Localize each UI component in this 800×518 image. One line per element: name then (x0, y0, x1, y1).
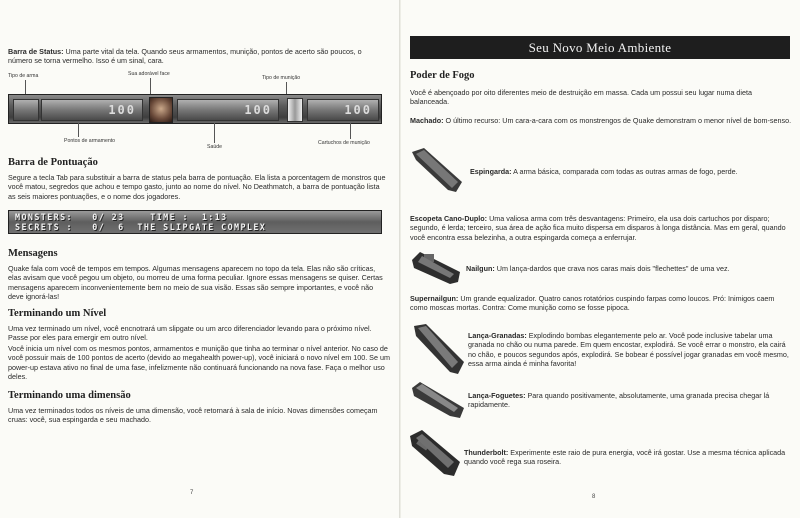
shotgun-description (470, 167, 790, 176)
thunderbolt-description (464, 448, 790, 467)
armor-counter (41, 99, 143, 121)
weapon-icon (13, 99, 39, 121)
double-shotgun-description (410, 214, 792, 242)
score-bar-line-1: MONSTERS: 0/ 23 TIME : 1:13 (15, 212, 228, 222)
score-bar-image (8, 210, 382, 234)
leader-line (78, 123, 79, 137)
status-bar-description: Uma parte vital da tela. Quando seus armamentos, munição, pontos de acerto são poucos, o número se torna vermelho. Isso é um sinal, cara. (8, 47, 362, 66)
status-bar-image (8, 94, 382, 124)
label-ammo-type: Tipo de munição (262, 75, 301, 81)
label-health: Saúde (207, 144, 223, 150)
supernailgun-description (410, 294, 792, 313)
score-bar-line-2: SECRETS : 0/ 6 THE SLIPGATE COMPLEX (15, 222, 267, 232)
axe-description (410, 116, 792, 125)
level-text-2: Você inicia um nível com os mesmos pontos, armamentos e munição que tinha ao terminar o nível anterior. No caso de você possuir mais de 100 pontos de acerto (devido ao megahealth power-up), você iniciará o novo nível em 100. Se um power-up estava ativo no final de uma fase, infelizmente não continuará funcionando na nova fase. Faça o melhor uso deles. (8, 344, 390, 381)
nailgun-term: Nailgun: (466, 264, 495, 273)
level-heading: Terminando um Nível (8, 308, 107, 319)
double-shotgun-term: Escopeta Cano-Duplo: (410, 214, 488, 223)
thunderbolt-text: Experimente este raio de pura energia, você irá gostar. Use a mesma técnica aplicada quando você rega sua roseira. (464, 448, 786, 467)
leader-line (150, 78, 151, 94)
leader-line (286, 82, 287, 94)
thunderbolt-term: Thunderbolt: (464, 448, 509, 457)
shotgun-term: Espingarda: (470, 167, 512, 176)
grenade-launcher-text: Explodindo bombas elegantemente pelo ar. Você pode inclusive tabelar uma granada no chão ou numa parede. Em quem encostar, explodirá. Se você errar o monstro, ela cairá no chão, e poucos segundos após, explodirá. Se bobear é possível jogar granadas em você mesmo, essa arma ainda é minha favorita! (468, 331, 789, 368)
rocket-launcher-term: Lança-Foguetes: (468, 391, 526, 400)
label-armor-points: Pontos de armamento (64, 138, 116, 144)
leader-line (214, 123, 215, 143)
shotgun-text: A arma básica, comparada com todas as outras armas de fogo, perde. (511, 167, 738, 176)
score-text: Segure a tecla Tab para substituir a barra de status pela barra de pontuação. Ela lista a porcentagem de monstros que você matou, segredos que achou e tempo gasto, junto ao nome do nível. No Deathmatch, a barra de pontuação lista as seis maiores pontuações, e o nome dos jogadores. (8, 173, 386, 201)
armor-value: 100 (108, 103, 136, 117)
leader-line (25, 80, 26, 94)
messages-heading: Mensagens (8, 248, 58, 259)
rocket-launcher-icon (410, 380, 466, 420)
label-ammo-cartridges: Cartuchos de munição (318, 140, 370, 146)
page-number-right: 8 (592, 494, 596, 500)
axe-text: O último recurso: Um cara-a-cara com os monstrengos de Quake demonstram o menor nível de bom-senso. (443, 116, 792, 125)
score-heading: Barra de Pontuação (8, 157, 98, 168)
supernailgun-term: Supernailgun: (410, 294, 459, 303)
firepower-heading: Poder de Fogo (410, 70, 475, 81)
grenade-launcher-description (468, 331, 790, 368)
leader-line (350, 123, 351, 139)
status-bar-intro (8, 47, 386, 66)
axe-term: Machado: (410, 116, 444, 125)
firepower-text: Você é abençoado por oito diferentes meio de destruição em massa. Cada um possui seu lugar numa dieta balanceada. (410, 88, 753, 107)
level-text-1: Uma vez terminado um nível, você encnotrará um slipgate ou um arco diferenciador levando para o próximo nível. Passe por eles para emergir em outro nível. (8, 324, 372, 343)
health-counter (177, 99, 279, 121)
player-face-icon (149, 97, 173, 123)
nailgun-text: Um lança-dardos que crava nos caras mais dois "flechettes" de uma vez. (494, 264, 730, 273)
section-title: Seu Novo Meio Ambiente (528, 40, 672, 55)
ammo-value: 100 (344, 103, 372, 117)
ammo-counter (307, 99, 379, 121)
ammo-type-icon (287, 98, 303, 122)
double-shotgun-text: Uma valiosa arma com três desvantagens: Primeiro, ela usa dois cartuchos por disparo; segundo, é lerda; terceiro, sua área de ação fica muito dispersa em disparos à longa distância. Mas em geral, quando você encontra essa belezinha, a outra espingarda começa a enferrujar. (410, 214, 786, 242)
supernailgun-text: Um grande equalizador. Quatro canos rotatórios cuspindo farpas como loucos. Pró: Inimigos caem como moscas mortas. Contra: Come munição como se fosse pipoca. (410, 294, 775, 313)
section-title-banner (410, 36, 790, 59)
nailgun-icon (410, 248, 464, 286)
messages-text: Quake fala com você de tempos em tempos. Algumas mensagens aparecem no topo da tela. Elas não são críticas, elas avisam que você pegou um objeto, ou morreu de uma forma peculiar. Ignore essas mensagens se quiser. Certas mensagens aparecem inconvenientemente bem no meio de sua visão. Essas são sempre importantes, e você não deve ignorá-las! (8, 264, 383, 301)
dimension-text: Uma vez terminados todos os níveis de uma dimensão, você retornará à sala de início. Novas dimensões começam cruas: você, sua espingarda e seu machado. (8, 406, 378, 425)
nailgun-description (466, 264, 790, 273)
grenade-launcher-icon (410, 322, 466, 376)
thunderbolt-icon (408, 428, 462, 478)
label-weapon-type: Tipo de arma (8, 73, 39, 79)
right-page (400, 0, 800, 518)
page-number-left: 7 (190, 490, 194, 496)
dimension-heading: Terminando uma dimensão (8, 390, 131, 401)
status-bar-term: Barra de Status: (8, 47, 64, 56)
rocket-launcher-description (468, 391, 790, 410)
shotgun-icon (410, 146, 466, 196)
rocket-launcher-text: Para quando positivamente, absolutamente, uma granada precisa chegar lá rapidamente. (468, 391, 770, 410)
grenade-launcher-term: Lança-Granadas: (468, 331, 527, 340)
label-face: Sua adorável face (128, 71, 170, 77)
health-value: 100 (244, 103, 272, 117)
